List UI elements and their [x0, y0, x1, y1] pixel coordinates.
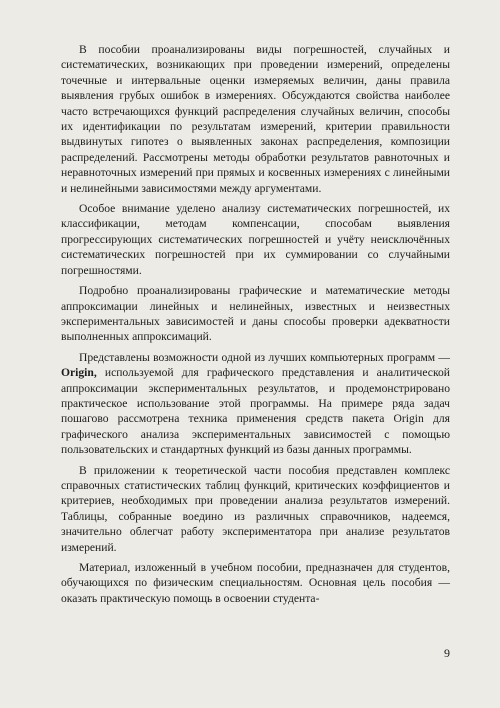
paragraph-origin-program	[61, 350, 450, 458]
origin-text-before: Представлены возможности одной из лучших компьютерных программ —	[79, 350, 450, 364]
page-number: 9	[444, 646, 450, 660]
paragraph-systematic-errors: Особое внимание уделено анализу систематических погрешностей, их классификации, методам компенсации, способам выявления прогрессирующих систематических погрешностей и учёту неисключённых систематических погрешностей при их суммировании со случайными погрешностями.	[61, 202, 450, 277]
origin-text-after: используемой для графического представления и аналитической аппроксимации экспериментальных результатов, и продемонстрировано практическое использование этой программы. На примере ряда задач пошагово рассмотрена техника применения средств пакета Origin для графического анализа экспериментальных зависимостей с помощью пользовательских и стандартных функций из базы данных программы.	[61, 366, 450, 457]
paragraph-approximation: Подробно проанализированы графические и математические методы аппроксимации линейных и нелинейных, известных и неизвестных экспериментальных зависимостей и даны способы проверки адекватности выполненных аппроксимаций.	[61, 284, 450, 344]
paragraph-audience: Материал, изложенный в учебном пособии, предназначен для студентов, обучающихся по физическим специальностям. Основная цель пособия — оказать практическую помощь в освоении студента-	[61, 561, 450, 605]
paragraph-errors-overview: В пособии проанализированы виды погрешностей, случайных и систематических, возникающих при проведении измерений, определены точечные и интервальные оценки измеряемых величин, даны правила выявления грубых ошибок в измерениях. Обсуждаются свойства наиболее часто встречающихся функций распределения случайных величин, способы их идентификации по результатам измерений, критерии правильности выдвинутых гипотез о выявленных законах распределения, композиции распределений. Рассмотрены методы обработки результатов равноточных и неравноточных измерений при прямых и косвенных измерениях с линейными и нелинейными зависимостями между аргументами.	[61, 43, 450, 195]
origin-program-name: Origin,	[61, 366, 97, 380]
paragraph-appendix-tables: В приложении к теоретической части пособия представлен комплекс справочных статистических таблиц функций, критических коэффициентов и критериев, необходимых при проведении анализа результатов измерений. Таблицы, собранные воедино из различных справочников, надеемся, значительно облегчат работу экспериментатора при анализе результатов измерений.	[61, 463, 450, 554]
